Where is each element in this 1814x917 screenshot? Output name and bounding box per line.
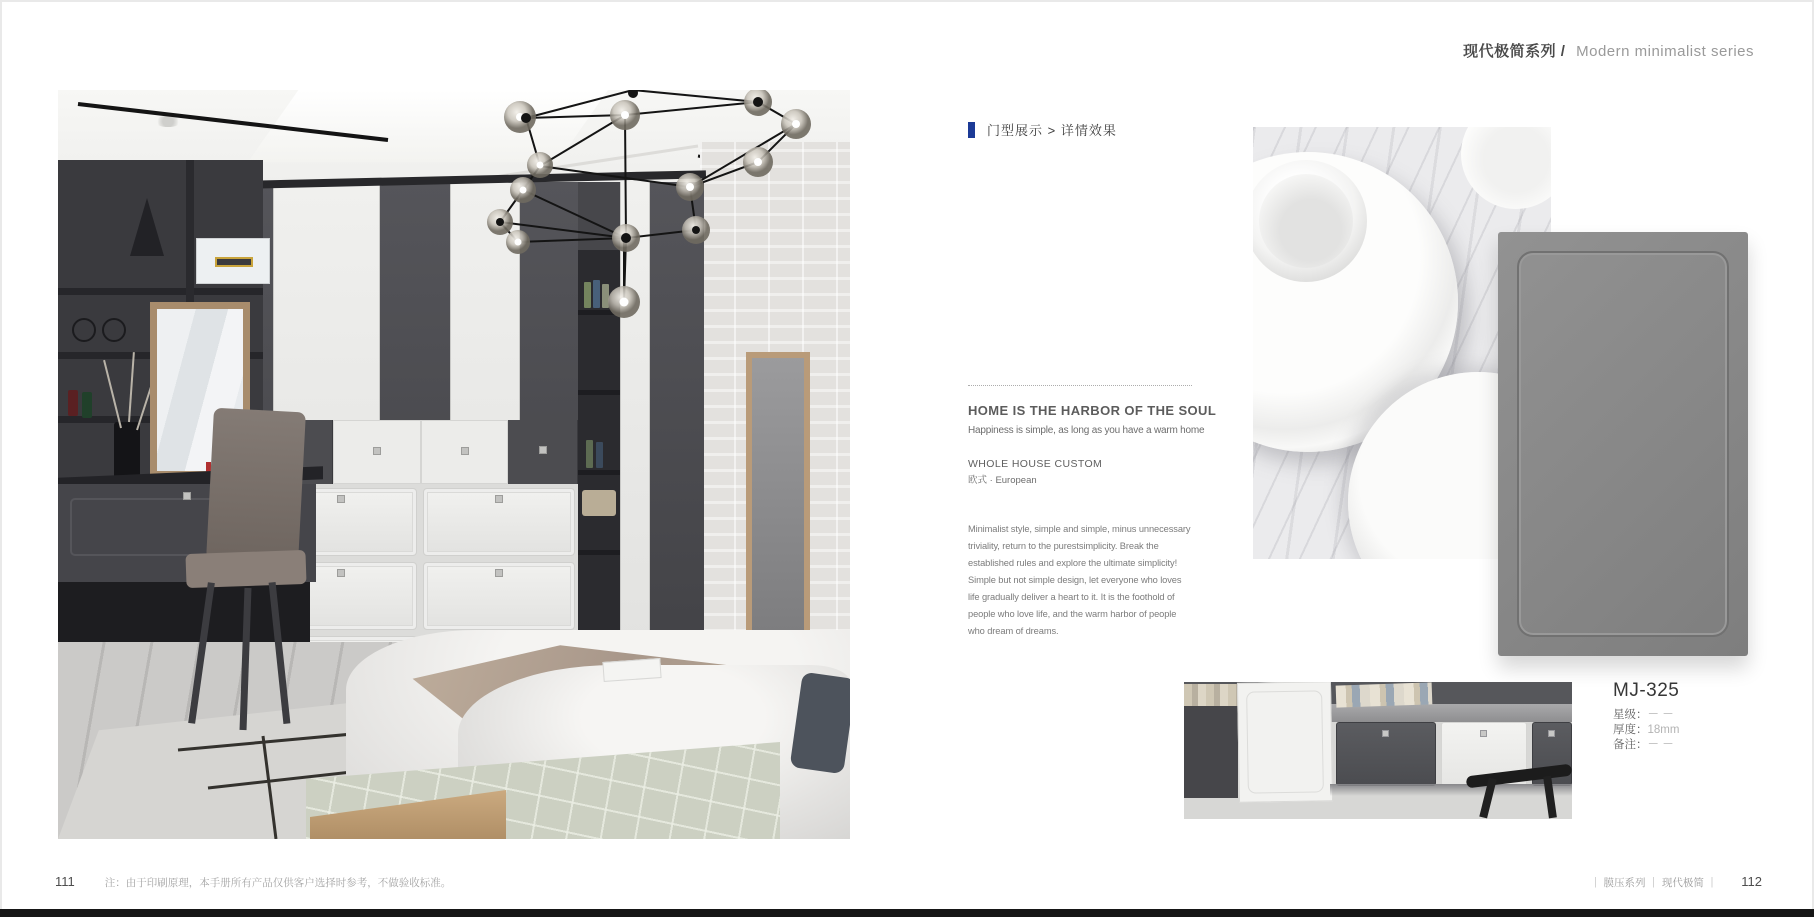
drawer-handle (337, 569, 345, 577)
door-handle (539, 446, 547, 454)
remark-value: － － (1647, 739, 1674, 751)
cabinet-top (1330, 704, 1572, 722)
dotted-divider (968, 385, 1192, 386)
basket (582, 490, 616, 516)
intro-body-text: Minimalist style, simple and simple, minus unnecessary triviality, return to the purestsimplicity. Break the established rules and explore the ultimate simplicity! Simple but not simple design, let everyone who loves life gradually deliver a heart to it. It is the foothold of people who love life, and the warm harbor of people who dream of dreams. (968, 524, 1191, 636)
door-panel-sample (1498, 232, 1748, 656)
footer-left (55, 874, 451, 890)
drawer (423, 562, 575, 630)
shelf-board (578, 550, 620, 555)
bottom-edge-strip (0, 909, 1814, 917)
product-remark-row (1613, 738, 1679, 753)
star-label: 星级： (1613, 709, 1648, 721)
drawer-handle (337, 495, 345, 503)
section-marker-icon (968, 122, 975, 138)
thickness-label: 厚度： (1613, 724, 1648, 736)
product-star-row (1613, 708, 1679, 723)
product-model: MJ-325 (1613, 680, 1680, 701)
tv-cabinet-photo (1184, 682, 1572, 819)
series-title-zh: 现代极简系列 / (1463, 43, 1566, 60)
books-stack (1336, 682, 1433, 707)
books-on-shelf (1184, 684, 1242, 706)
footer-note: 注：由于印刷原理，本手册所有产品仅供客户选择时参考，不做验收标准。 (104, 877, 452, 889)
page-number-right: 112 (1741, 874, 1762, 889)
custom-title: WHOLE HOUSE CUSTOM (968, 458, 1103, 470)
product-info (1613, 680, 1679, 753)
shelf-board (578, 390, 620, 395)
thickness-value: 18mm (1647, 724, 1680, 736)
chair-back (206, 408, 306, 565)
drawer-handle (1548, 730, 1555, 737)
custom-subtitle: 欧式 · European (968, 475, 1037, 486)
small-door-white (333, 420, 421, 484)
small-door-dark (508, 420, 578, 484)
drawer-handle (183, 492, 191, 500)
product-thickness-row (1613, 723, 1679, 738)
book (596, 442, 603, 468)
section-label (968, 120, 1117, 139)
series-title-en: Modern minimalist series (1576, 43, 1754, 60)
cabinet-side-panel (1184, 706, 1238, 798)
cabinet-white-door (1237, 682, 1333, 803)
book (586, 440, 593, 468)
bottle-decor (82, 392, 92, 418)
cabinet-drawer-dark (1336, 722, 1436, 786)
geometric-chandelier (58, 90, 850, 350)
remark-label: 备注： (1613, 739, 1648, 751)
drawer-handle (1382, 730, 1389, 737)
cabinet-plinth-shadow (1330, 784, 1572, 796)
partial-bowl (1461, 127, 1551, 209)
door-handle (373, 447, 381, 455)
vase (114, 422, 140, 478)
chair-seat (185, 550, 306, 588)
drawer-handle (495, 569, 503, 577)
intro-heading: HOME IS THE HARBOR OF THE SOUL (968, 403, 1217, 418)
panel-groove (1517, 251, 1729, 637)
page-number-left: 111 (55, 874, 75, 889)
shelf-board (578, 470, 620, 475)
star-value: － － (1647, 709, 1674, 721)
small-door-white (421, 420, 508, 484)
section-label-text: 门型展示 > 详情效果 (987, 123, 1117, 138)
footer-right (1590, 874, 1762, 890)
page-header (1463, 40, 1754, 61)
drawer-handle (1480, 730, 1487, 737)
bowl-interior (1259, 174, 1353, 268)
drawer-handle (495, 495, 503, 503)
book-tray (602, 658, 661, 682)
door-handle (461, 447, 469, 455)
door-groove (1246, 690, 1324, 793)
bedroom-photo (58, 90, 850, 839)
room-door (746, 352, 810, 646)
bottle-decor (68, 390, 78, 416)
intro-subheading: Happiness is simple, as long as you have a warm home (968, 425, 1205, 436)
series-breadcrumb: ｜ 膜压系列 ｜ 现代极简 ｜ (1590, 877, 1718, 889)
drawer (423, 488, 575, 556)
